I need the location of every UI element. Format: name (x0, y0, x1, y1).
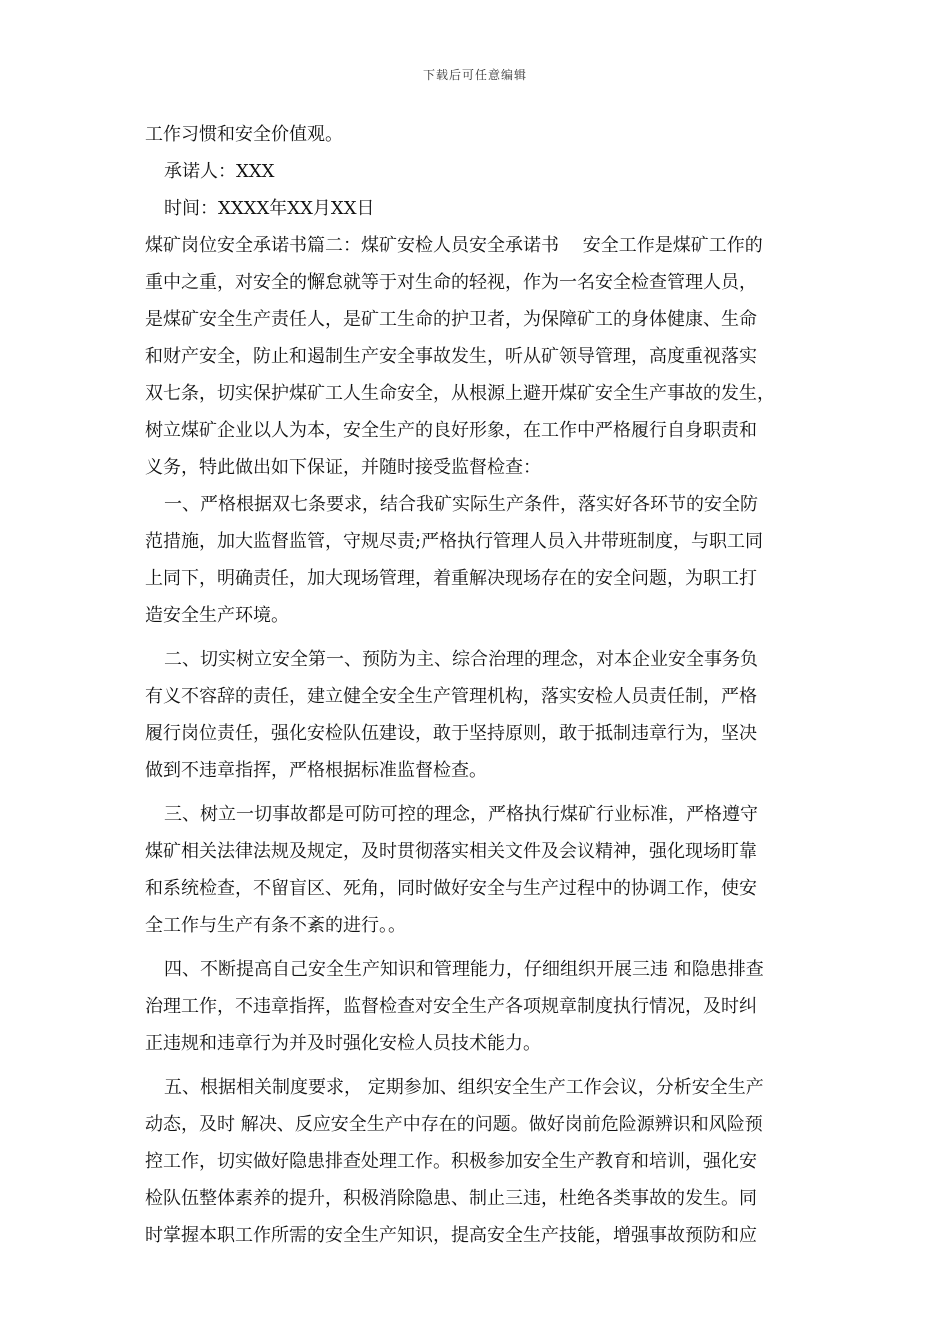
text-line: 和系统检查，不留盲区、死角，同时做好安全与生产过程中的协调工作，使安 (145, 878, 757, 899)
text-line: 上同下，明确责任，加大现场管理，着重解决现场存在的安全问题，为职工打 (145, 568, 757, 589)
text-line: 煤矿岗位安全承诺书篇二：煤矿安检人员安全承诺书 安全工作是煤矿工作的 (145, 235, 763, 256)
text-line: 重中之重，对安全的懈怠就等于对生命的轻视，作为一名安全检查管理人员， (145, 272, 757, 293)
text-line: 工作习惯和安全价值观。 (145, 124, 343, 145)
text-line: 是煤矿安全生产责任人，是矿工生命的护卫者，为保障矿工的身体健康、生命 (145, 309, 757, 330)
text-line: 有义不容辞的责任，建立健全安全生产管理机构，落实安检人员责任制，严格 (145, 686, 757, 707)
text-line: 检队伍整体素养的提升，积极消除隐患、制止三违，杜绝各类事故的发生。同 (145, 1188, 757, 1209)
text-line: 和财产安全，防止和遏制生产安全事故发生，听从矿领导管理，高度重视落实 (145, 346, 757, 367)
text-line: 造安全生产环境。 (145, 605, 289, 626)
paragraph-two-line: 二、切实树立安全第一、预防为主、综合治理的理念，对本企业安全事务负 (164, 649, 758, 670)
text-line: 煤矿相关法律法规及规定，及时贯彻落实相关文件及会议精神，强化现场盯靠 (145, 841, 757, 862)
text-line: 树立煤矿企业以人为本，安全生产的良好形象，在工作中严格履行自身职责和 (145, 420, 757, 441)
paragraph-three-line: 三、树立一切事故都是可防可控的理念，严格执行煤矿行业标准，严格遵守 (164, 804, 758, 825)
date-line: 时间：XXXX年XX月XX日 (164, 198, 375, 219)
paragraph-one-line: 一、严格根据双七条要求，结合我矿实际生产条件，落实好各环节的安全防 (164, 494, 758, 515)
text-line: 做到不违章指挥，严格根据标准监督检查。 (145, 760, 487, 781)
text-line: 范措施，加大监督监管，守规尽责;严格执行管理人员入井带班制度，与职工同 (145, 531, 764, 552)
paragraph-five-line: 五、根据相关制度要求， 定期参加、组织安全生产工作会议，分析安全生产 (164, 1077, 764, 1098)
text-line: 义务，特此做出如下保证，并随时接受监督检查： (145, 457, 541, 478)
page-header: 下载后可任意编辑 (422, 68, 527, 82)
signatory-line: 承诺人：XXX (164, 161, 275, 182)
text-line: 时掌握本职工作所需的安全生产知识，提高安全生产技能，增强事故预防和应 (145, 1225, 757, 1246)
text-line: 正违规和违章行为并及时强化安检人员技术能力。 (145, 1033, 541, 1054)
text-line: 双七条，切实保护煤矿工人生命安全，从根源上避开煤矿安全生产事故的发生， (145, 383, 775, 404)
text-line: 履行岗位责任，强化安检队伍建设，敢于坚持原则，敢于抵制违章行为，坚决 (145, 723, 757, 744)
text-line: 全工作与生产有条不紊的进行。。 (145, 915, 406, 936)
text-line: 控工作，切实做好隐患排查处理工作。积极参加安全生产教育和培训，强化安 (145, 1151, 757, 1172)
paragraph-four-line: 四、不断提高自己安全生产知识和管理能力，仔细组织开展三违 和隐患排查 (164, 959, 764, 980)
document-body (145, 116, 825, 1254)
text-line: 治理工作，不违章指挥，监督检查对安全生产各项规章制度执行情况，及时纠 (145, 996, 757, 1017)
text-line: 动态，及时 解决、反应安全生产中存在的问题。做好岗前危险源辨识和风险预 (145, 1114, 763, 1135)
